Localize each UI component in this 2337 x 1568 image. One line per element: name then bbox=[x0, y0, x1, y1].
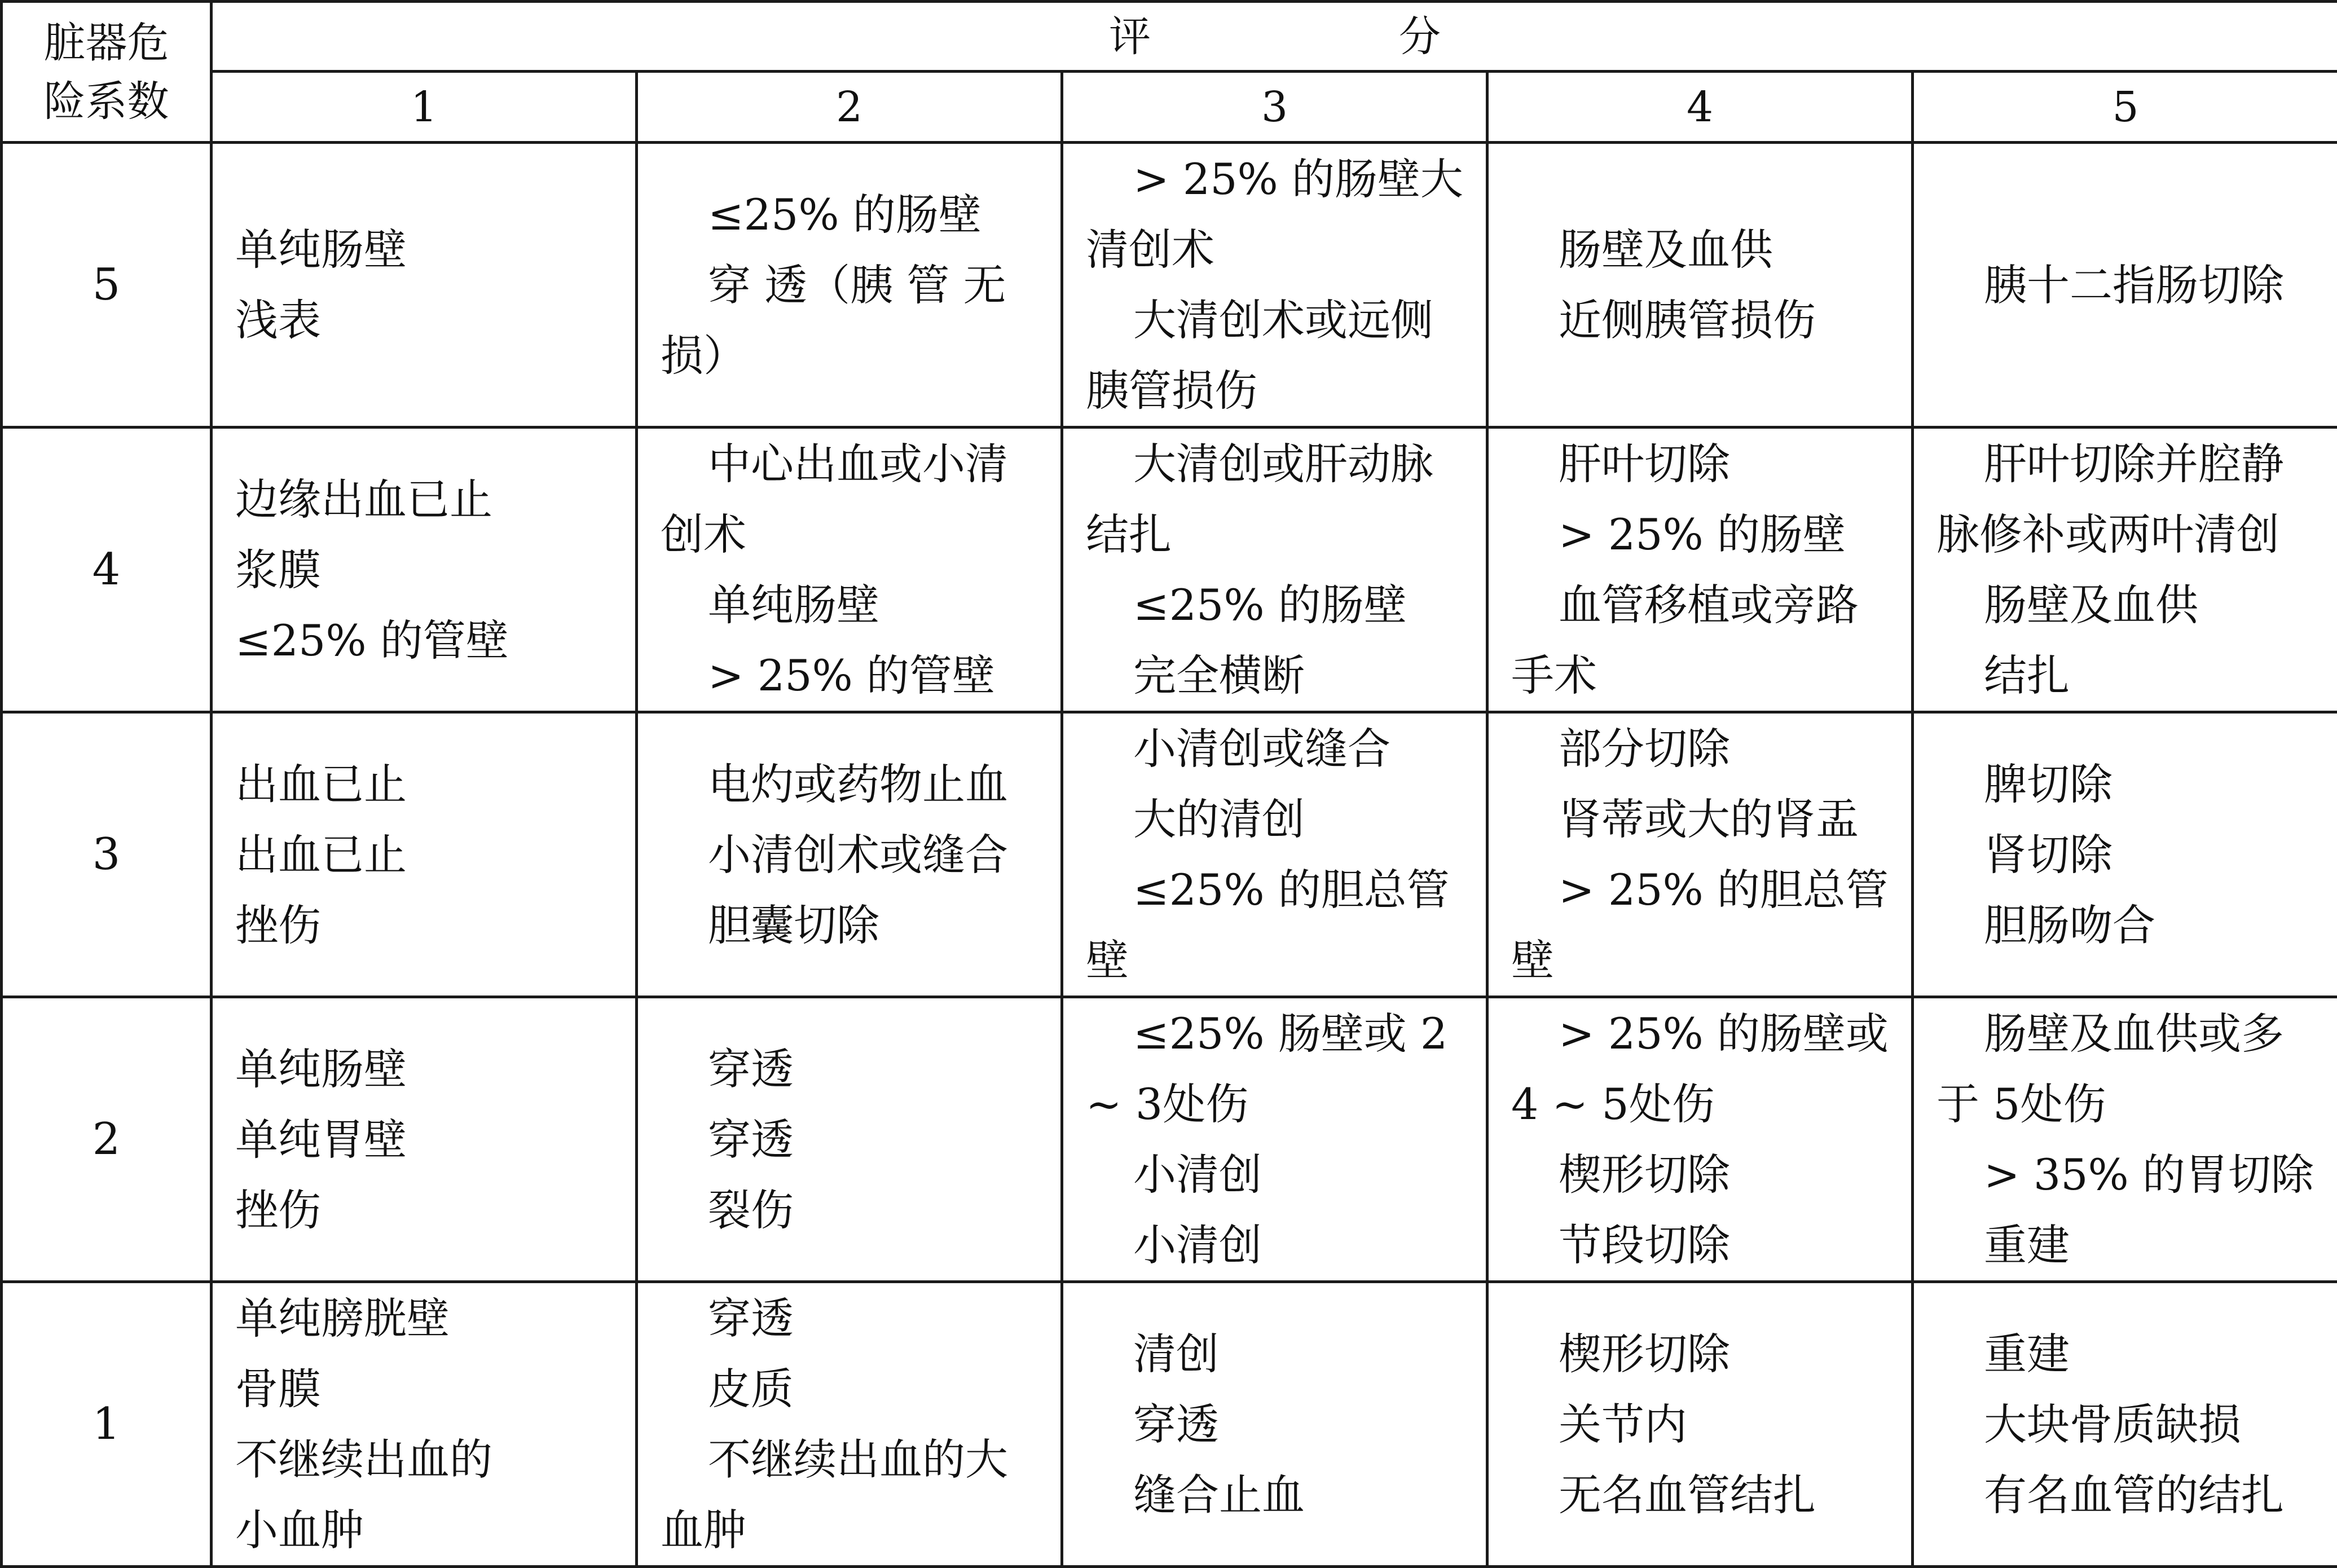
description-line: 脾切除 bbox=[1937, 749, 2322, 820]
description-line: 清创 bbox=[1086, 1319, 1471, 1389]
table-row bbox=[2, 997, 2337, 1282]
score-description-cell bbox=[637, 1282, 1062, 1567]
score-description-cell bbox=[1487, 997, 1913, 1282]
description-line: 出血已止 bbox=[235, 749, 620, 820]
description-line: 出血已止 bbox=[235, 820, 620, 890]
description-line: 节段切除 bbox=[1511, 1210, 1896, 1280]
description-line: 不继续出血的大血肿 bbox=[661, 1424, 1046, 1565]
description-line: 小血肿 bbox=[235, 1495, 620, 1565]
description-line: 中心出血或小清创术 bbox=[661, 429, 1046, 570]
description-line: 肠壁及血供或多于 5处伤 bbox=[1937, 998, 2322, 1139]
table-row bbox=[2, 712, 2337, 997]
description-line: 无名血管结扎 bbox=[1511, 1460, 1896, 1530]
score-description-cell bbox=[1487, 428, 1913, 712]
description-line: 结扎 bbox=[1937, 640, 2322, 711]
score-group-header bbox=[212, 2, 2337, 72]
description-line: 单纯肠壁 bbox=[235, 214, 620, 285]
description-line: 电灼或药物止血 bbox=[661, 749, 1046, 820]
score-description-cell bbox=[1062, 1282, 1487, 1567]
score-column-header: 2 bbox=[637, 72, 1062, 143]
description-line: 重建 bbox=[1937, 1319, 2322, 1389]
description-line: 边缘出血已止 bbox=[235, 464, 620, 535]
description-line: 关节内 bbox=[1511, 1389, 1896, 1460]
factor-column-header bbox=[2, 2, 212, 143]
description-line: 肝叶切除 bbox=[1511, 429, 1896, 499]
description-line: ≤25% 肠壁或 2 ~ 3处伤 bbox=[1086, 998, 1471, 1139]
header-row-top bbox=[2, 2, 2337, 72]
score-description-cell bbox=[637, 143, 1062, 428]
description-line: 胆囊切除 bbox=[661, 890, 1046, 961]
score-description-cell bbox=[637, 997, 1062, 1282]
score-description-cell bbox=[1913, 143, 2337, 428]
description-line: 穿透 bbox=[1086, 1389, 1471, 1460]
description-line: 大清创或肝动脉结扎 bbox=[1086, 429, 1471, 570]
description-line: 楔形切除 bbox=[1511, 1139, 1896, 1210]
score-description-cell bbox=[1062, 428, 1487, 712]
description-line: 单纯胃壁 bbox=[235, 1104, 620, 1175]
risk-factor-cell: 1 bbox=[2, 1282, 212, 1567]
score-description-cell bbox=[212, 997, 637, 1282]
score-description-cell bbox=[637, 428, 1062, 712]
description-line: 挫伤 bbox=[235, 1175, 620, 1245]
description-line: 胰十二指肠切除 bbox=[1937, 250, 2322, 320]
description-line: 裂伤 bbox=[661, 1175, 1046, 1245]
score-description-cell bbox=[212, 428, 637, 712]
table-row bbox=[2, 1282, 2337, 1567]
score-column-header: 1 bbox=[212, 72, 637, 143]
risk-factor-cell: 5 bbox=[2, 143, 212, 428]
factor-label-line2: 险系数 bbox=[3, 72, 210, 131]
description-line: > 25% 的肠壁大清创术 bbox=[1086, 144, 1471, 285]
description-line: 血管移植或旁路手术 bbox=[1511, 570, 1896, 711]
description-line: 大清创术或远侧胰管损伤 bbox=[1086, 285, 1471, 426]
description-line: 有名血管的结扎 bbox=[1937, 1460, 2322, 1530]
factor-label-line1: 脏器危 bbox=[3, 14, 210, 72]
risk-factor-cell: 4 bbox=[2, 428, 212, 712]
description-line: 浆膜 bbox=[235, 535, 620, 605]
description-line: 肝叶切除并腔静脉修补或两叶清创 bbox=[1937, 429, 2322, 570]
score-description-cell bbox=[1487, 712, 1913, 997]
score-description-cell bbox=[637, 712, 1062, 997]
description-line: 小清创 bbox=[1086, 1139, 1471, 1210]
description-line: 穿透 bbox=[661, 1104, 1046, 1175]
description-line: 穿透 bbox=[661, 1034, 1046, 1104]
risk-factor-cell: 2 bbox=[2, 997, 212, 1282]
score-description-cell bbox=[1062, 997, 1487, 1282]
table-row bbox=[2, 428, 2337, 712]
score-column-header: 4 bbox=[1487, 72, 1913, 143]
description-line: 肠壁及血供 bbox=[1511, 214, 1896, 285]
description-line: > 25% 的肠壁或 4 ~ 5处伤 bbox=[1511, 998, 1896, 1139]
score-description-cell bbox=[1913, 997, 2337, 1282]
score-description-cell bbox=[1487, 1282, 1913, 1567]
table-row bbox=[2, 143, 2337, 428]
description-line: 挫伤 bbox=[235, 890, 620, 961]
score-column-header: 5 bbox=[1913, 72, 2337, 143]
description-line: 穿透 bbox=[661, 1283, 1046, 1354]
risk-factor-cell: 3 bbox=[2, 712, 212, 997]
description-line: 完全横断 bbox=[1086, 640, 1471, 711]
score-column-header: 3 bbox=[1062, 72, 1487, 143]
score-description-cell bbox=[1062, 143, 1487, 428]
description-line: 近侧胰管损伤 bbox=[1511, 285, 1896, 355]
description-line: 皮质 bbox=[661, 1354, 1046, 1424]
description-line: 骨膜 bbox=[235, 1354, 620, 1424]
score-description-cell bbox=[1487, 143, 1913, 428]
description-line: ≤25% 的管壁 bbox=[235, 605, 620, 676]
description-line: 缝合止血 bbox=[1086, 1460, 1471, 1530]
description-line: 肾蒂或大的肾盂 bbox=[1511, 784, 1896, 855]
description-line: > 25% 的胆总管壁 bbox=[1511, 855, 1896, 996]
description-line: 小清创 bbox=[1086, 1210, 1471, 1280]
description-line: 小清创或缝合 bbox=[1086, 713, 1471, 784]
description-line: 浅表 bbox=[235, 285, 620, 355]
description-line: 部分切除 bbox=[1511, 713, 1896, 784]
score-description-cell bbox=[212, 712, 637, 997]
score-description-cell bbox=[1062, 712, 1487, 997]
score-columns-row bbox=[2, 72, 2337, 143]
score-description-cell bbox=[1913, 1282, 2337, 1567]
description-line: 不继续出血的 bbox=[235, 1424, 620, 1495]
score-char-1: 评 bbox=[1109, 12, 1151, 61]
score-description-cell bbox=[1913, 428, 2337, 712]
description-line: > 25% 的管壁 bbox=[661, 640, 1046, 711]
description-line: 单纯肠壁 bbox=[235, 1034, 620, 1104]
score-char-2: 分 bbox=[1399, 12, 1441, 61]
score-description-cell bbox=[212, 1282, 637, 1567]
score-description-cell bbox=[212, 143, 637, 428]
description-line: 小清创术或缝合 bbox=[661, 820, 1046, 890]
description-line: 单纯肠壁 bbox=[661, 570, 1046, 640]
description-line: 大的清创 bbox=[1086, 784, 1471, 855]
description-line: ≤25% 的肠壁 bbox=[661, 179, 1046, 250]
description-line: 胆肠吻合 bbox=[1937, 890, 2322, 961]
description-line: > 25% 的肠壁 bbox=[1511, 499, 1896, 570]
description-line: 重建 bbox=[1937, 1210, 2322, 1280]
description-line: > 35% 的胃切除 bbox=[1937, 1139, 2322, 1210]
description-line: 肠壁及血供 bbox=[1937, 570, 2322, 640]
description-line: ≤25% 的肠壁 bbox=[1086, 570, 1471, 640]
description-line: 单纯膀胱壁 bbox=[235, 1283, 620, 1354]
description-line: ≤25% 的胆总管壁 bbox=[1086, 855, 1471, 996]
score-description-cell bbox=[1913, 712, 2337, 997]
description-line: 穿 透（胰 管 无损） bbox=[661, 250, 1046, 391]
table-body bbox=[2, 143, 2337, 1567]
description-line: 肾切除 bbox=[1937, 820, 2322, 890]
description-line: 大块骨质缺损 bbox=[1937, 1389, 2322, 1460]
description-line: 楔形切除 bbox=[1511, 1319, 1896, 1389]
